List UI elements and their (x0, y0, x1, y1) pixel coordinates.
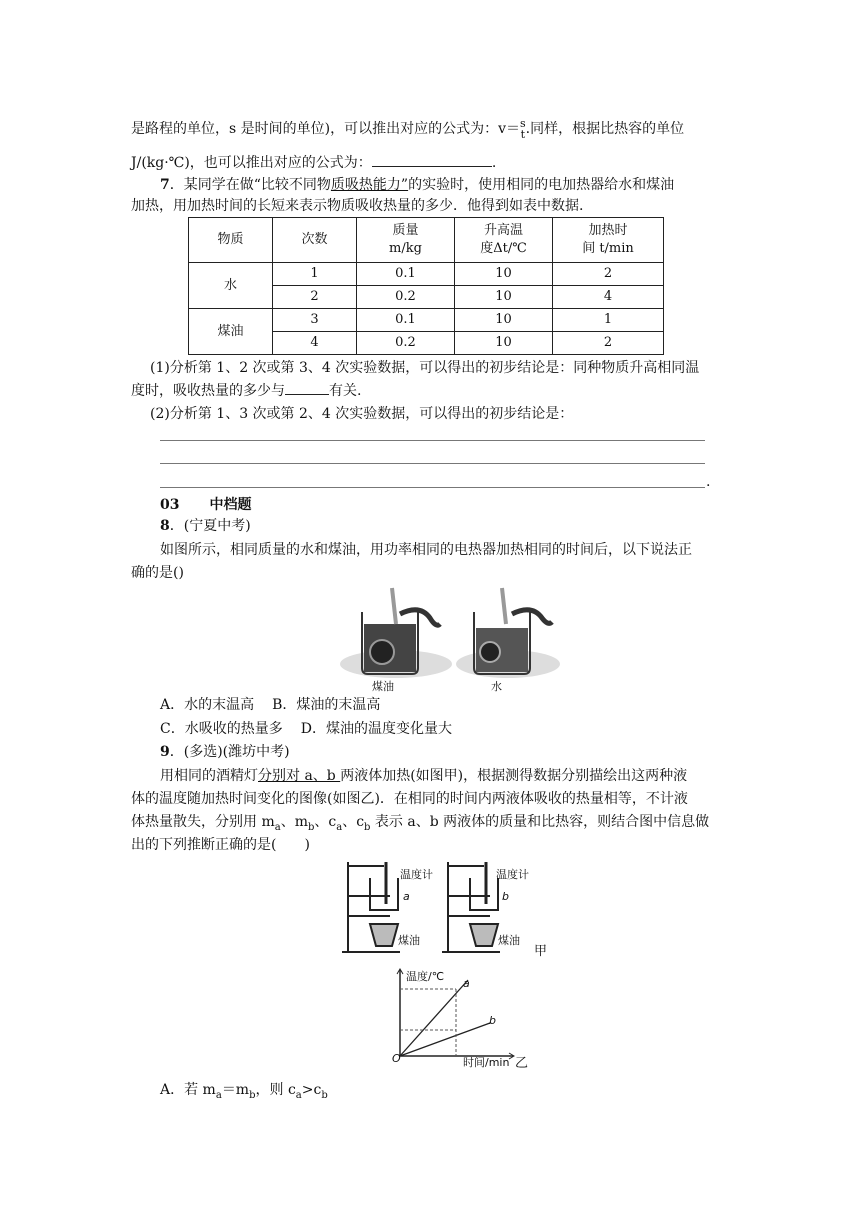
header-substance: 物质 (189, 218, 273, 263)
q9-option-a[interactable] (160, 1080, 328, 1106)
option-b[interactable]: B．煤油的末温高 (272, 697, 381, 713)
table-cell: 0.2 (357, 332, 455, 355)
q7-part1-line2 (131, 381, 361, 401)
figure-label-kerosene: 煤油 (372, 680, 394, 693)
label-fuel-left: 煤油 (398, 934, 420, 947)
intro-line-1 (131, 118, 684, 140)
table-cell: 0.1 (357, 309, 455, 332)
q7-text: ．某同学在做“比较不同物 (169, 177, 331, 193)
intro-text: 是路程的单位，s 是时间的单位)，可以推出对应的公式为：v＝ (131, 121, 521, 137)
subscript-b: b (321, 1089, 328, 1101)
section-title: 中档题 (209, 497, 252, 513)
table-cell: 0.1 (357, 263, 455, 286)
line-a (400, 980, 468, 1056)
option-c[interactable]: C．水吸收的热量多 (160, 721, 283, 737)
section-number: 03 (160, 497, 180, 513)
q9-source: ．(多选)(潍坊中考) (169, 744, 290, 760)
y-axis-label: 温度/℃ (406, 970, 445, 983)
answer-blank[interactable] (372, 166, 492, 167)
q9-line-1 (160, 766, 687, 786)
table-header-row (189, 218, 664, 263)
answer-line[interactable] (160, 463, 705, 464)
table-cell: 2 (553, 332, 664, 355)
q7-part1-end: 有关. (329, 383, 362, 399)
q7-part1-line1: (1)分析第 1、2 次或第 3、4 次实验数据，可以得出的初步结论是：同种物质升高相同温 (150, 360, 700, 376)
line-a-label: a (463, 977, 470, 990)
subscript-a: a (215, 1089, 222, 1101)
answer-line[interactable] (160, 487, 705, 488)
answer-line[interactable] (160, 440, 705, 441)
origin-label: O (392, 1052, 401, 1065)
line-b (400, 1023, 490, 1056)
q7-part2-text: (2)分析第 1、3 次或第 2、4 次实验数据，可以得出的初步结论是： (150, 406, 574, 422)
data-table (188, 217, 664, 355)
q9-line-2: 体的温度随加热时间变化的图像(如图乙)．在相同的时间内两液体吸收的热量相等，不计液 (131, 791, 688, 807)
question-number: 8 (160, 518, 170, 534)
table-cell: 4 (553, 286, 664, 309)
q8-options-row-2 (160, 719, 452, 739)
q9-text: 用相同的酒精灯 (160, 768, 258, 784)
q8-source: ．(宁夏中考) (169, 518, 251, 534)
q7-line-1 (160, 175, 674, 195)
label-liquid-b: b (502, 890, 509, 903)
intro-text-2: .同样，根据比热容的单位 (525, 121, 685, 137)
q9-text-end: 表示 a、b 两液体的质量和比热容，则结合图中信息做 (370, 814, 710, 830)
option-a-text-4: >c (301, 1082, 322, 1098)
table-cell: 10 (455, 286, 553, 309)
substance-cell: 煤油 (189, 309, 273, 355)
option-d[interactable]: D．煤油的温度变化量大 (300, 721, 452, 737)
fraction-denominator: t (520, 128, 526, 141)
x-axis-label: 时间/min (463, 1056, 510, 1069)
q7-text-2: 的实验时，使用相同的电加热器给水和煤油 (408, 177, 675, 193)
table-cell: 0.2 (357, 286, 455, 309)
option-a-text-2: ＝m (221, 1082, 250, 1098)
q7-line-2: 加热，用加热时间的长短来表示物质吸收热量的多少．他得到如表中数据. (131, 198, 584, 214)
q8-line-1: 如图所示，相同质量的水和煤油，用功率相同的电热器加热相同的时间后，以下说法正 (160, 542, 692, 558)
subscript-a: a (336, 821, 343, 833)
table-cell: 10 (455, 263, 553, 286)
question-number: 7 (160, 177, 170, 193)
figure-label-jia: 甲 (534, 944, 548, 959)
section-header (160, 494, 251, 514)
table-cell: 10 (455, 332, 553, 355)
q8-heading (160, 516, 251, 536)
figure-label-yi: 乙 (515, 1056, 529, 1071)
intro-text-3: J/(kg·℃)，也可以推出对应的公式为： (131, 155, 372, 171)
fraction-numerator: s (520, 117, 526, 130)
q9-text-mb: 、m (280, 814, 308, 830)
header-heating-time: 加热时 间 t/min (553, 218, 664, 263)
q9-text-ca: 、c (314, 814, 337, 830)
q7-part1-text: 度时，吸收热量的多少与 (131, 383, 285, 399)
table-cell: 4 (273, 332, 357, 355)
label-fuel-right: 煤油 (498, 934, 520, 947)
subscript-a: a (295, 1089, 302, 1101)
figure-label-water: 水 (491, 680, 502, 693)
subscript-a: a (274, 821, 281, 833)
option-a[interactable]: A．水的末温高 (160, 697, 255, 713)
period: . (491, 155, 497, 171)
q9-text-2: 两液体加热(如图甲)，根据测得数据分别描绘出这两种液 (340, 768, 688, 784)
question-number: 9 (160, 744, 170, 760)
label-thermometer-left: 温度计 (400, 868, 433, 881)
subscript-b: b (364, 821, 371, 833)
label-liquid-a: a (403, 890, 410, 903)
subscript-b: b (249, 1089, 256, 1101)
substance-cell: 水 (189, 263, 273, 309)
intro-line-2 (131, 153, 496, 173)
table-cell: 2 (553, 263, 664, 286)
table-cell: 2 (273, 286, 357, 309)
q9-underlined-text: 分别对 a、b (258, 768, 341, 784)
header-temp-rise: 升高温 度Δt/℃ (455, 218, 553, 263)
label-thermometer-right: 温度计 (496, 868, 529, 881)
option-a-text: A．若 m (160, 1082, 216, 1098)
table-cell: 1 (273, 263, 357, 286)
q9-line-4: 出的下列推断正确的是( ) (131, 837, 310, 853)
apparatus-left-icon (342, 862, 400, 952)
q9-text-cb: 、c (342, 814, 365, 830)
table-cell: 10 (455, 309, 553, 332)
table-cell: 3 (273, 309, 357, 332)
q9-heading (160, 742, 290, 762)
table-cell: 1 (553, 309, 664, 332)
answer-blank[interactable] (285, 394, 329, 395)
period: . (706, 474, 711, 490)
subscript-b: b (307, 821, 315, 833)
table-row (189, 263, 664, 286)
q8-line-2: 确的是() (131, 565, 184, 581)
q8-options-row-1 (160, 695, 380, 715)
apparatus-right-icon (442, 862, 500, 952)
q7-underlined-text: 质吸热能力” (330, 177, 409, 193)
q9-line-3 (131, 812, 709, 838)
table-row (189, 309, 664, 332)
q9-text-m: 体热量散失，分别用 m (131, 814, 275, 830)
header-mass: 质量 m/kg (357, 218, 455, 263)
line-b-label: b (489, 1014, 496, 1027)
header-trial: 次数 (273, 218, 357, 263)
option-a-text-3: ，则 c (255, 1082, 296, 1098)
